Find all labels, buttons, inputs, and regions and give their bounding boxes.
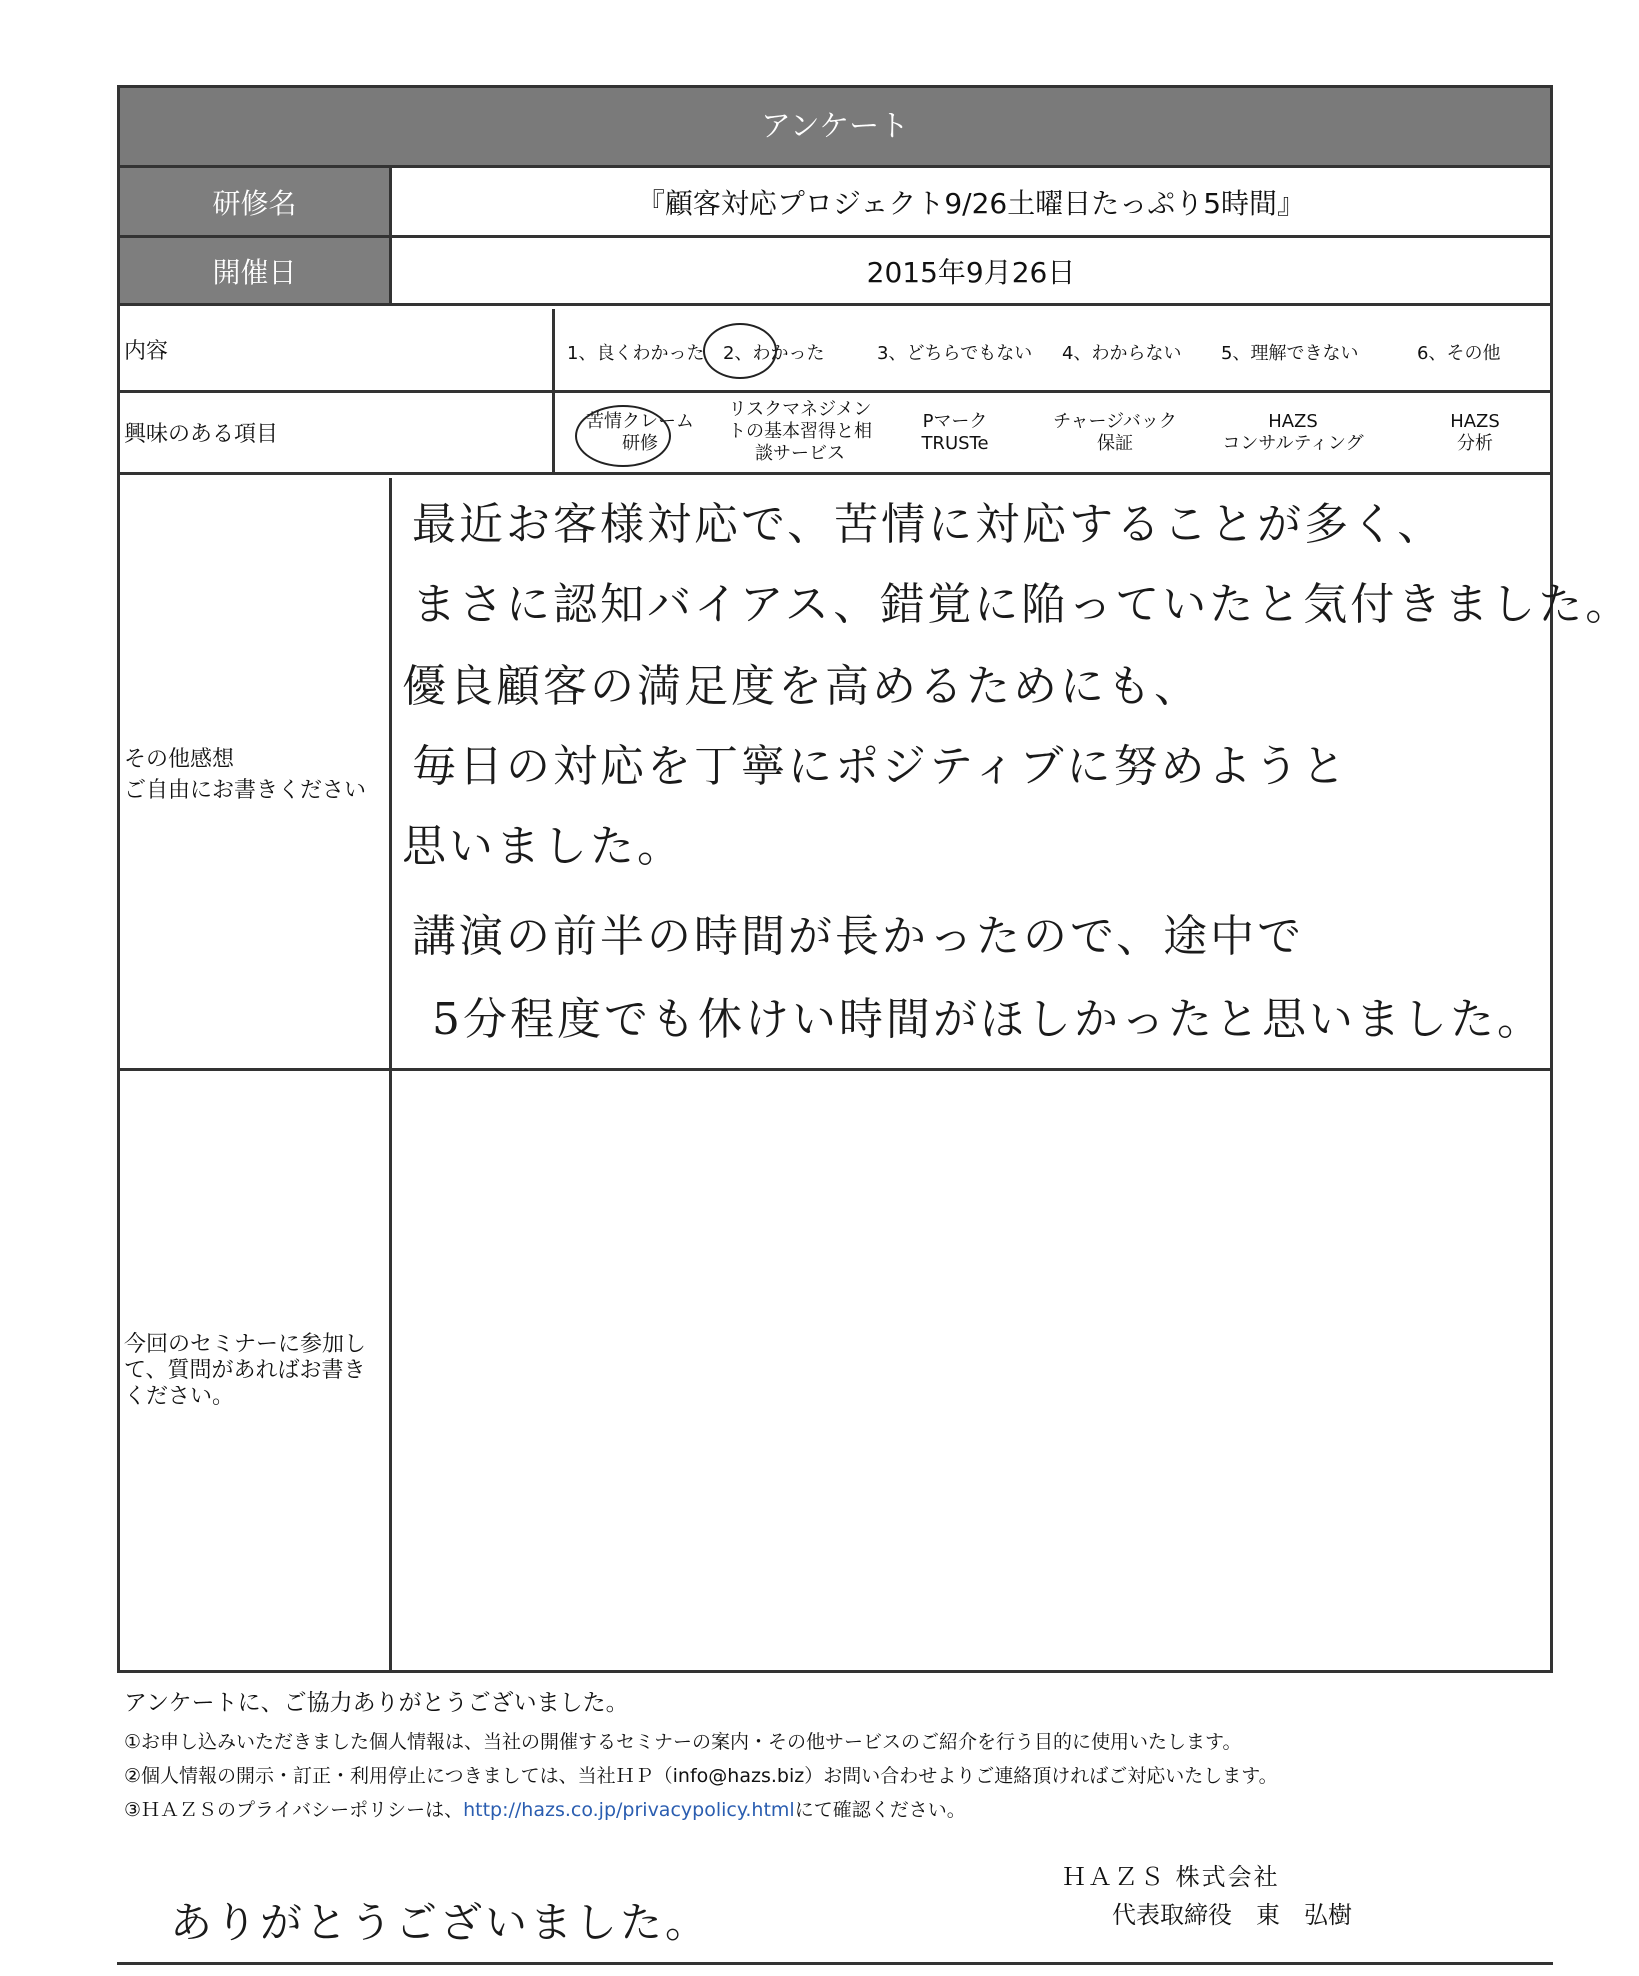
company-name: ＨＡＺＳ 株式会社 (1062, 1863, 1280, 1891)
privacy-policy-link[interactable]: http://hazs.co.jp/privacypolicy.html (463, 1799, 795, 1821)
training-name-row (120, 168, 1550, 238)
interests-options (555, 393, 1550, 472)
interests-label: 興味のある項目 (120, 393, 555, 472)
date-row (120, 238, 1550, 306)
date-value: 2015年9月26日 (866, 255, 1076, 289)
interest-item-analysis-line2: 分析 (1457, 433, 1493, 454)
handwritten-line-7: 5分程度でも休けい時間がほしかったと思いました。 (432, 994, 1544, 1045)
survey-title: アンケート (120, 88, 1550, 168)
content-option-6[interactable]: 6、その他 (1417, 343, 1501, 364)
interest-selection-circle (575, 405, 671, 467)
interest-item-consulting-line1: HAZS (1268, 411, 1318, 432)
handwritten-line-6: 講演の前半の時間が長かったので、途中で (412, 911, 1305, 962)
interest-item-pmark[interactable] (895, 411, 1015, 455)
interest-item-risk-line2: トの基本習得と相 (728, 421, 872, 442)
interest-item-chargeback-line1: チャージバック (1053, 411, 1177, 432)
interest-item-chargeback[interactable] (1040, 411, 1190, 455)
handwritten-thanks: ありがとうございました。 (170, 1898, 711, 1947)
date-label: 開催日 (120, 238, 392, 303)
content-options (555, 309, 1550, 390)
representative-name: 代表取締役 東 弘樹 (1112, 1901, 1352, 1929)
handwritten-line-4: 毎日の対応を丁寧にポジティブに努めようと (412, 741, 1349, 792)
content-option-4[interactable]: 4、わからない (1062, 343, 1182, 364)
questions-row (120, 1071, 1550, 1670)
content-option-1[interactable]: 1、良くわかった (567, 343, 705, 364)
questions-label (120, 1071, 392, 1670)
interest-item-risk[interactable] (715, 399, 885, 465)
handwritten-line-1: 最近お客様対応で、苦情に対応することが多く、 (412, 499, 1445, 550)
survey-form (117, 85, 1633, 1673)
comments-label-line1: その他感想 (124, 747, 235, 772)
interest-item-pmark-line2: TRUSTe (921, 433, 989, 454)
interest-item-chargeback-line2: 保証 (1097, 433, 1133, 454)
handwritten-line-2: まさに認知バイアス、錯覚に陥っていたと気付きました。 (412, 579, 1633, 630)
footer-note-3 (124, 1795, 966, 1822)
content-label: 内容 (120, 309, 555, 390)
interest-item-complaint-line2: 研修 (622, 433, 658, 454)
interest-item-pmark-line1: Pマーク (922, 411, 988, 432)
interest-item-analysis[interactable] (1425, 411, 1525, 455)
interests-row (120, 393, 1550, 475)
footer-thanks: アンケートに、ご協力ありがとうございました。 (124, 1690, 629, 1716)
training-name-value: 『顧客対応プロジェクト9/26土曜日たっぷり5時間』 (636, 186, 1306, 220)
training-name-label: 研修名 (120, 168, 392, 235)
footer-note-3-prefix: ③ＨＡＺＳのプライバシーポリシーは、 (124, 1799, 464, 1821)
questions-label-line3: ください。 (124, 1383, 235, 1409)
footer-note-1: ①お申し込みいただきました個人情報は、当社の開催するセミナーの案内・その他サービスのご紹介を行う目的に使用いたします。 (124, 1731, 1242, 1753)
comments-row (120, 478, 1633, 1071)
content-option-2[interactable]: 2、わかった (723, 343, 825, 364)
handwritten-line-3: 優良顧客の満足度を高めるためにも、 (402, 661, 1201, 712)
content-selection-circle (703, 323, 777, 379)
content-row (120, 309, 1550, 393)
footer-note-3-suffix: にて確認ください。 (794, 1799, 966, 1821)
interest-item-risk-line3: 談サービス (755, 443, 845, 464)
content-option-5[interactable]: 5、理解できない (1221, 343, 1359, 364)
comments-handwriting-area[interactable] (392, 478, 1633, 1068)
content-option-3[interactable]: 3、どちらでもない (877, 343, 1033, 364)
interest-item-complaint-line1: 苦情クレーム (586, 411, 694, 432)
comments-label (120, 478, 392, 1068)
questions-label-line2: て、質問があればお書き (124, 1357, 366, 1383)
interest-item-consulting-line2: コンサルティング (1222, 433, 1364, 454)
questions-label-line1: 今回のセミナーに参加し (124, 1331, 367, 1357)
interest-item-risk-line1: リスクマネジメン (728, 399, 872, 420)
handwritten-line-5: 思いました。 (402, 821, 684, 872)
questions-answer-area[interactable] (392, 1071, 1550, 1670)
interest-item-analysis-line1: HAZS (1450, 411, 1500, 432)
footer-note-2: ②個人情報の開示・訂正・利用停止につきましては、当社ＨＰ（info@hazs.biz）お問い合わせよりご連絡頂ければご対応いたします。 (124, 1765, 1278, 1787)
bottom-rule (117, 1962, 1553, 1965)
interest-item-consulting[interactable] (1213, 411, 1373, 455)
comments-label-line2: ご自由にお書きください (124, 778, 367, 803)
